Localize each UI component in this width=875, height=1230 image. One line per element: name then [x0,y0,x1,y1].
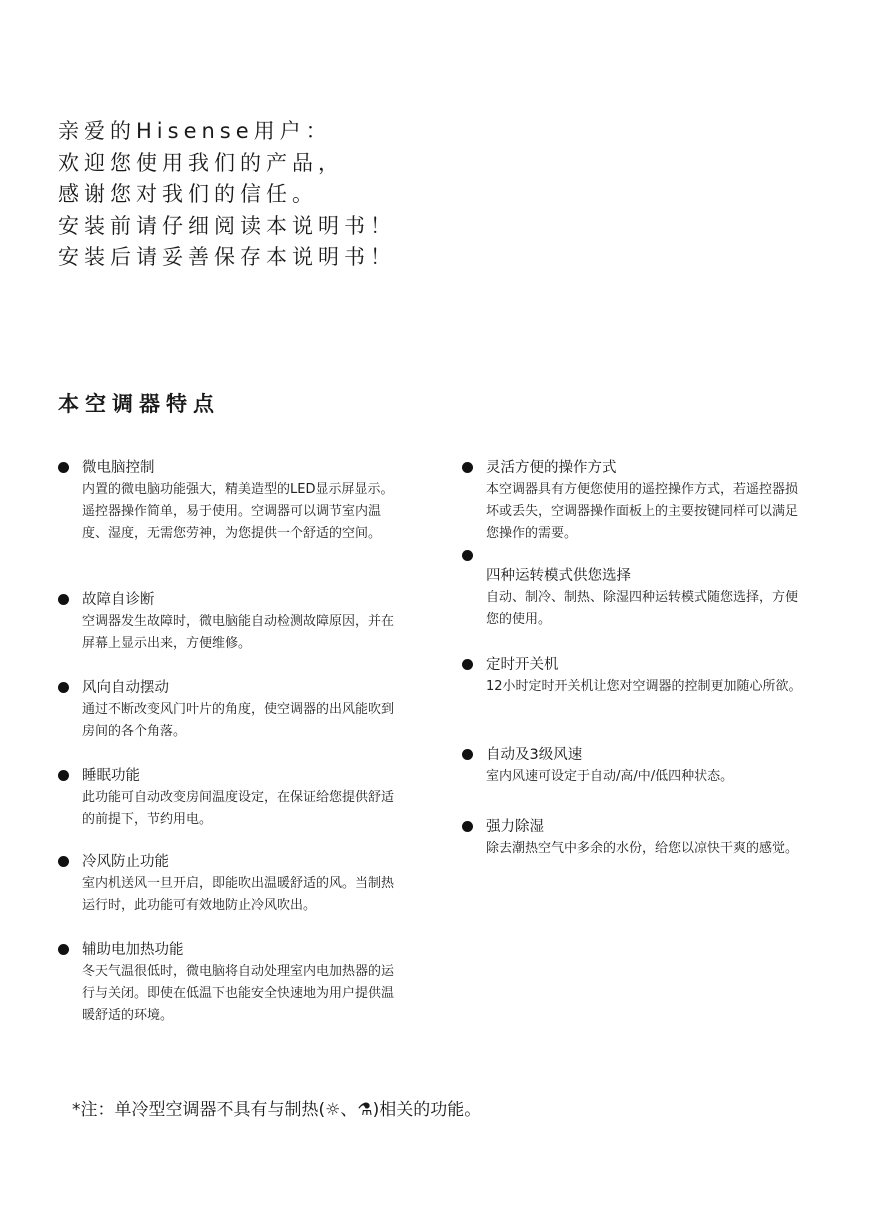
greeting-line: 安装后请妥善保存本说明书！ [58,245,396,269]
greeting [58,116,618,274]
feature-description: 空调器发生故障时，微电脑能自动检测故障原因，并在屏幕上显示出来，方便维修。 [82,614,395,651]
feature-item [462,565,802,631]
bullet-icon [462,821,473,832]
greeting-line: 安装前请仔细阅读本说明书！ [58,213,396,238]
feature-description: 12小时定时开关机让您对空调器的控制更加随心所欲。 [486,679,802,694]
bullet-icon [58,682,69,693]
bullet-icon [462,462,473,473]
bullet-icon [58,594,69,605]
bullet-icon [58,770,69,781]
feature-title: 故障自诊断 [82,592,155,608]
bullet-icon [462,550,473,561]
feature-item [462,457,802,545]
feature-title: 强力除湿 [486,819,544,835]
feature-description: 内置的微电脑功能强大，精美造型的LED显示屏显示。遥控器操作简单，易于使用。空调器可以调节室内温度、湿度，无需您劳神，为您提供一个舒适的空间。 [82,482,394,541]
feature-item [58,677,398,743]
feature-title: 灵活方便的操作方式 [486,460,617,476]
feature-item [58,939,398,1027]
feature-description: 本空调器具有方便您使用的遥控操作方式，若遥控器损坏或丢失，空调器操作面板上的主要按键同样可以满足您操作的需要。 [486,482,799,541]
feature-description: 此功能可自动改变房间温度设定，在保证给您提供舒适的前提下，节约用电。 [82,790,395,827]
feature-title: 睡眠功能 [82,768,140,784]
feature-description: 除去潮热空气中多余的水份，给您以凉快干爽的感觉。 [486,841,799,856]
feature-title: 冷风防止功能 [82,854,169,870]
feature-item [58,851,398,917]
feature-description: 通过不断改变风门叶片的角度，使空调器的出风能吹到房间的各个角落。 [82,702,395,739]
feature-item [58,457,398,545]
feature-title: 辅助电加热功能 [82,942,184,958]
feature-title: 四种运转模式供您选择 [486,568,631,584]
bullet-icon [58,944,69,955]
feature-item [462,816,802,860]
feature-item [58,589,398,655]
bullet-icon [462,749,473,760]
feature-description: 室内机送风一旦开启，即能吹出温暖舒适的风。当制热运行时，此功能可有效地防止冷风吹出。 [82,876,395,913]
feature-description: 自动、制冷、制热、除湿四种运转模式随您选择，方便您的使用。 [486,590,799,627]
bullet-icon [462,659,473,670]
feature-title: 定时开关机 [486,657,559,673]
footnote: *注：单冷型空调器不具有与制热(☼、⚗)相关的功能。 [72,1100,482,1120]
section-title: 本空调器特点 [58,392,220,416]
greeting-line: 亲爱的Hisense用户： [58,119,332,143]
greeting-line: 感谢您对我们的信任。 [58,182,318,206]
feature-item [58,765,398,831]
feature-title: 微电脑控制 [82,460,155,476]
feature-title: 风向自动摆动 [82,680,169,696]
feature-title: 自动及3级风速 [486,747,583,763]
feature-description: 冬天气温很低时，微电脑将自动处理室内电加热器的运行与关闭。即使在低温下也能安全快速地为用户提供温暖舒适的环境。 [82,964,395,1023]
feature-item [462,654,802,698]
bullet-icon [58,856,69,867]
bullet-icon [58,462,69,473]
greeting-line: 欢迎您使用我们的产品， [58,150,344,175]
feature-item [462,744,802,788]
feature-description: 室内风速可设定于自动/高/中/低四种状态。 [486,769,734,784]
